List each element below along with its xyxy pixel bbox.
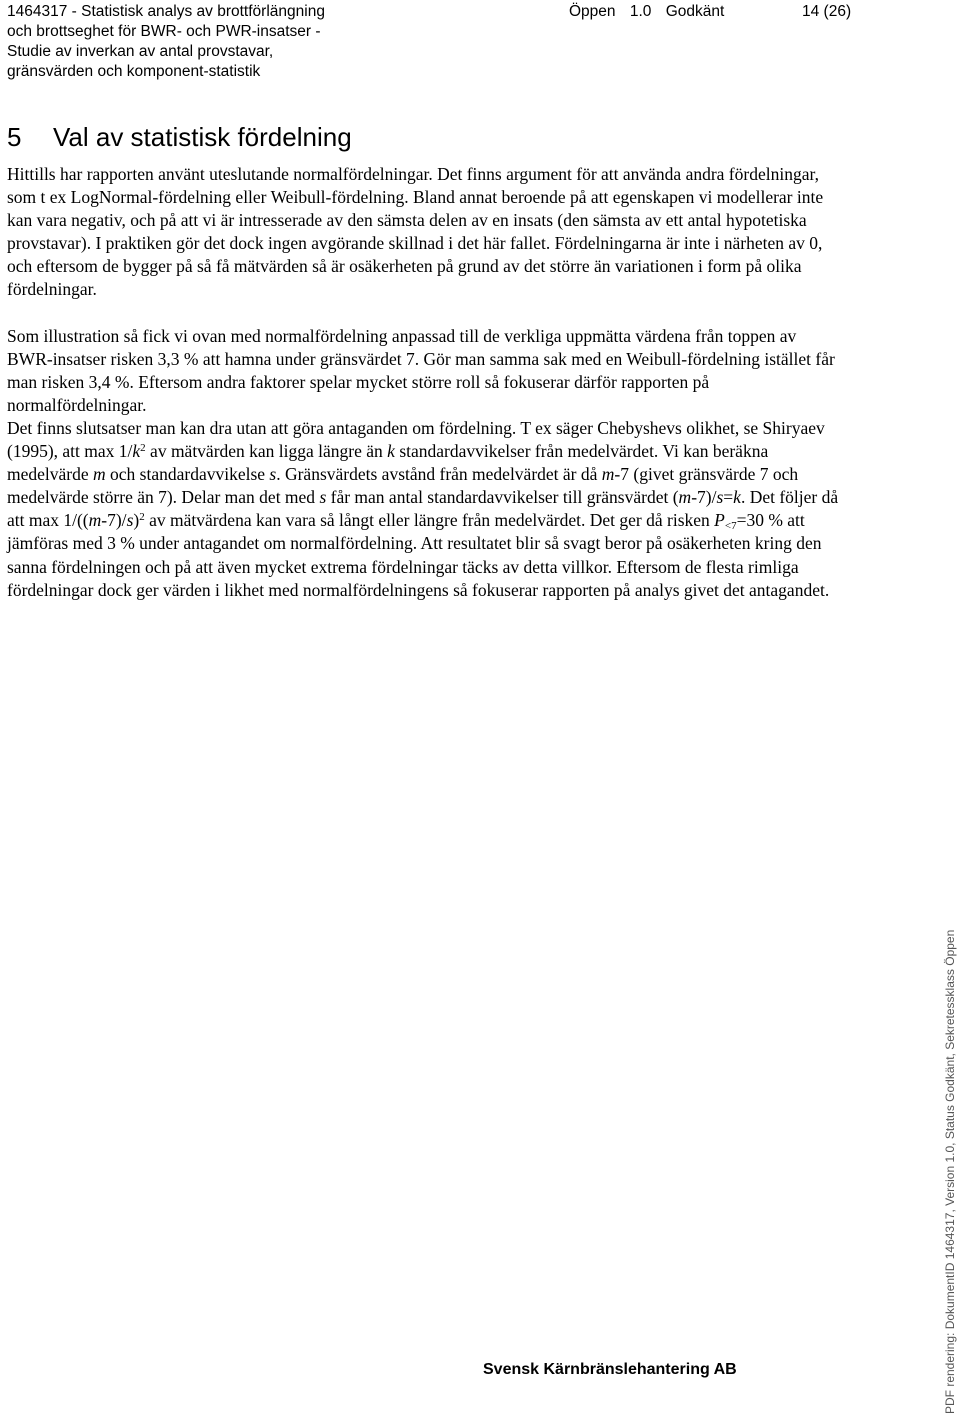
confidentiality-status: Öppen: [569, 3, 616, 20]
approval-status: Godkänt: [665, 3, 725, 20]
paragraph-illustration: Som illustration så fick vi ovan med normalfördelning anpassad till de verkliga uppmätta värdena från toppen av BWR-insatser risken 3,3 % att hamna under gränsvärdet 7. Gör man samma sak med en Weibull-fördelning istället får man risken 3,4 %. Eftersom andra faktorer spelar mycket större roll så fokuserar därför rapporten på normalfördelningar.: [7, 325, 835, 415]
probability-symbol: P: [714, 510, 725, 531]
variable-s: s: [319, 487, 327, 508]
document-title-line: och brottseghet för BWR- och PWR-insatser -: [7, 23, 321, 40]
section-number: 5: [7, 122, 22, 152]
variable-k: k: [733, 487, 741, 508]
variable-s: s: [716, 487, 724, 508]
paragraph-chebyshev: Det finns slutsatser man kan dra utan att göra antaganden om fördelning. T ex säger Chebyshevs olikhet, se Shiryaev (1995), att $\max 1/k^2$ av mätvärden kan ligga längre än k standardavvikelser från medelvärdet. Vi kan beräkna medelvärde m och standardavvikelse s. Gränsvärdets avstånd från medelvärdet är då m-7 (givet gränsvärde 7 och medelvärde större än 7). Delar man det med s får man antal standardavvikelser till gränsvärdet (m-7)/s=k. Det följer då att $\max 1/((m-7)/s)^2$ av mätvärdena kan vara så långt eller längre från medelvärdet. Det ger då risken $P_{<7}=30$ % att jämföras med 3 % under antagandet om normalfördelning. Att resultatet blir så svagt beror på osäkerheten kring den sanna fördelningen och på att även mycket extrema fördelningar täcks av detta villkor. Eftersom de flesta rimliga fördelningar dock ger värden i likhet med normalfördelningens så fokuserar rapporten på analys givet det antagandet.: [7, 417, 839, 600]
document-status: [569, 2, 724, 22]
document-version: 1.0: [629, 3, 652, 20]
variable-s: s: [126, 510, 134, 531]
variable-m: m: [678, 487, 692, 508]
section-title: Val av statistisk fördelning: [53, 122, 352, 152]
exponent: 2: [140, 442, 146, 455]
footer-company-name: Svensk Kärnbränslehantering AB: [483, 1361, 737, 1378]
document-title-line: Studie av inverkan av antal provstavar,: [7, 43, 274, 60]
variable-m: m: [88, 510, 102, 531]
variable-k: k: [132, 441, 141, 462]
variable-k: k: [387, 441, 395, 462]
page-number: 14 (26): [802, 3, 852, 20]
document-title-block: [7, 2, 325, 82]
variable-s: s: [269, 464, 277, 485]
page-header: [7, 2, 947, 82]
section-body: [7, 163, 842, 602]
variable-m: m: [601, 464, 615, 485]
document-title-line: gränsvärden och komponent-statistik: [7, 63, 261, 80]
pdf-rendering-note: PDF rendering: DokumentID 1464317, Version 1.0, Status Godkänt, Sekretessklass Öppen: [943, 929, 957, 1414]
exponent: 2: [139, 511, 145, 524]
paragraph-intro: Hittills har rapporten använt uteslutande normalfördelningar. Det finns argument för att använda andra fördelningar, som t ex LogNormal-fördelning eller Weibull-fördelning. Bland annat beroende på att egenskapen vi modellerar inte kan vara negativ, och på att vi är intresserade av den sämsta delen av en insats (den sämsta av ett antal hypotetiska provstavar). I praktiken gör det dock ingen avgörande skillnad i det här fallet. Fördelningarna är inte i närheten av 0, och eftersom de bygger på så få mätvärden så är osäkerheten på grund av det större än variationen i form på olika fördelningar.: [7, 164, 824, 300]
section-heading: [7, 120, 352, 154]
variable-m: m: [93, 464, 106, 485]
document-title-line: 1464317 - Statistisk analys av brottförlängning: [7, 3, 325, 20]
probability-subscript: <7: [724, 520, 737, 533]
